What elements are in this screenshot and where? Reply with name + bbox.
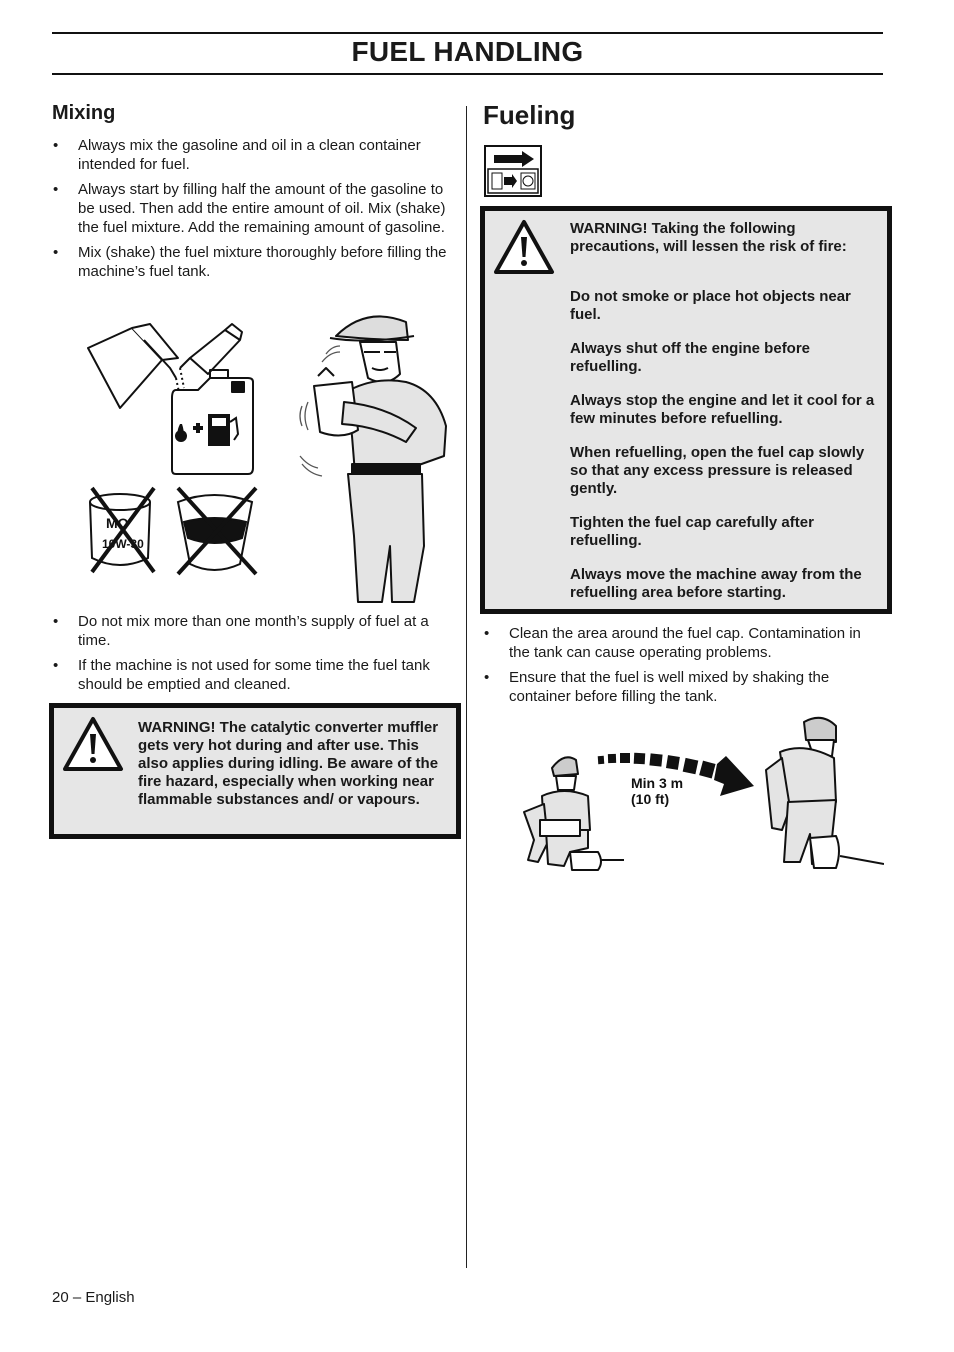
list-item: • Always start by filling half the amount of the gasoline to be used. Then add the entire amount of oil. Mix (shake) the fuel mixture. Add the remaining amount of gasoline.	[52, 180, 452, 237]
person-shaking-fuel-illustration	[296, 306, 456, 606]
can-label-2: 10W-30	[102, 537, 144, 551]
fire-warning-item: Always shut off the engine before refuelling.	[570, 340, 811, 375]
fire-risk-warning-box	[480, 206, 892, 614]
mixing-bullets	[52, 136, 452, 287]
fire-warning-item: Tighten the fuel cap carefully after refuelling.	[570, 514, 814, 549]
refuelling-distance-illustration	[514, 712, 884, 874]
fire-warning-item: When refuelling, open the fuel cap slowly so that any excess pressure is released gently.	[570, 444, 865, 497]
catalytic-warning-text: WARNING! The catalytic converter muffler gets very hot during and after use. This also applies during idling. Be aware of the fire hazard, especially when working near flammable substances and/ or vapours.	[138, 719, 439, 808]
warning-triangle-icon	[493, 219, 555, 275]
mixing-bullets-2	[52, 612, 452, 700]
page-footer: 20 – English	[52, 1289, 135, 1306]
fire-warning-item: Always move the machine away from the refuelling area before starting.	[570, 566, 862, 601]
column-divider	[466, 106, 467, 1268]
list-item: • Ensure that the fuel is well mixed by shaking the container before filling the tank.	[483, 668, 883, 706]
fuel-symbol-icon	[484, 145, 542, 197]
list-item: • If the machine is not used for some time the fuel tank should be emptied and cleaned.	[52, 656, 452, 694]
list-item: • Mix (shake) the fuel mixture thoroughly before filling the machine’s fuel tank.	[52, 243, 452, 281]
fire-warning-content	[570, 220, 882, 602]
list-item: • Always mix the gasoline and oil in a clean container intended for fuel.	[52, 136, 452, 174]
list-item: • Clean the area around the fuel cap. Contamination in the tank can cause operating problems.	[483, 624, 883, 662]
page-title: FUEL HANDLING	[351, 36, 584, 67]
fire-warning-item: Always stop the engine and let it cool for a few minutes before refuelling.	[570, 392, 875, 427]
can-label-1: MO	[106, 515, 129, 531]
header-bottom-rule	[52, 73, 883, 75]
fire-warning-item: Do not smoke or place hot objects near fuel.	[570, 288, 851, 323]
section-heading-fueling: Fueling	[483, 100, 576, 130]
section-heading-mixing: Mixing	[52, 102, 116, 124]
warning-triangle-icon	[62, 716, 124, 772]
catalytic-warning-box	[49, 703, 461, 839]
fire-warning-title: WARNING! Taking the following precautions, will lessen the risk of fire:	[570, 220, 847, 255]
distance-label-metric: Min 3 m	[631, 775, 684, 791]
fuel-mixing-illustration	[80, 318, 270, 580]
fueling-bullets	[483, 624, 883, 712]
header-top-rule	[52, 32, 883, 34]
distance-label-imperial: (10 ft)	[631, 791, 670, 807]
list-item: • Do not mix more than one month’s supply of fuel at a time.	[52, 612, 452, 650]
